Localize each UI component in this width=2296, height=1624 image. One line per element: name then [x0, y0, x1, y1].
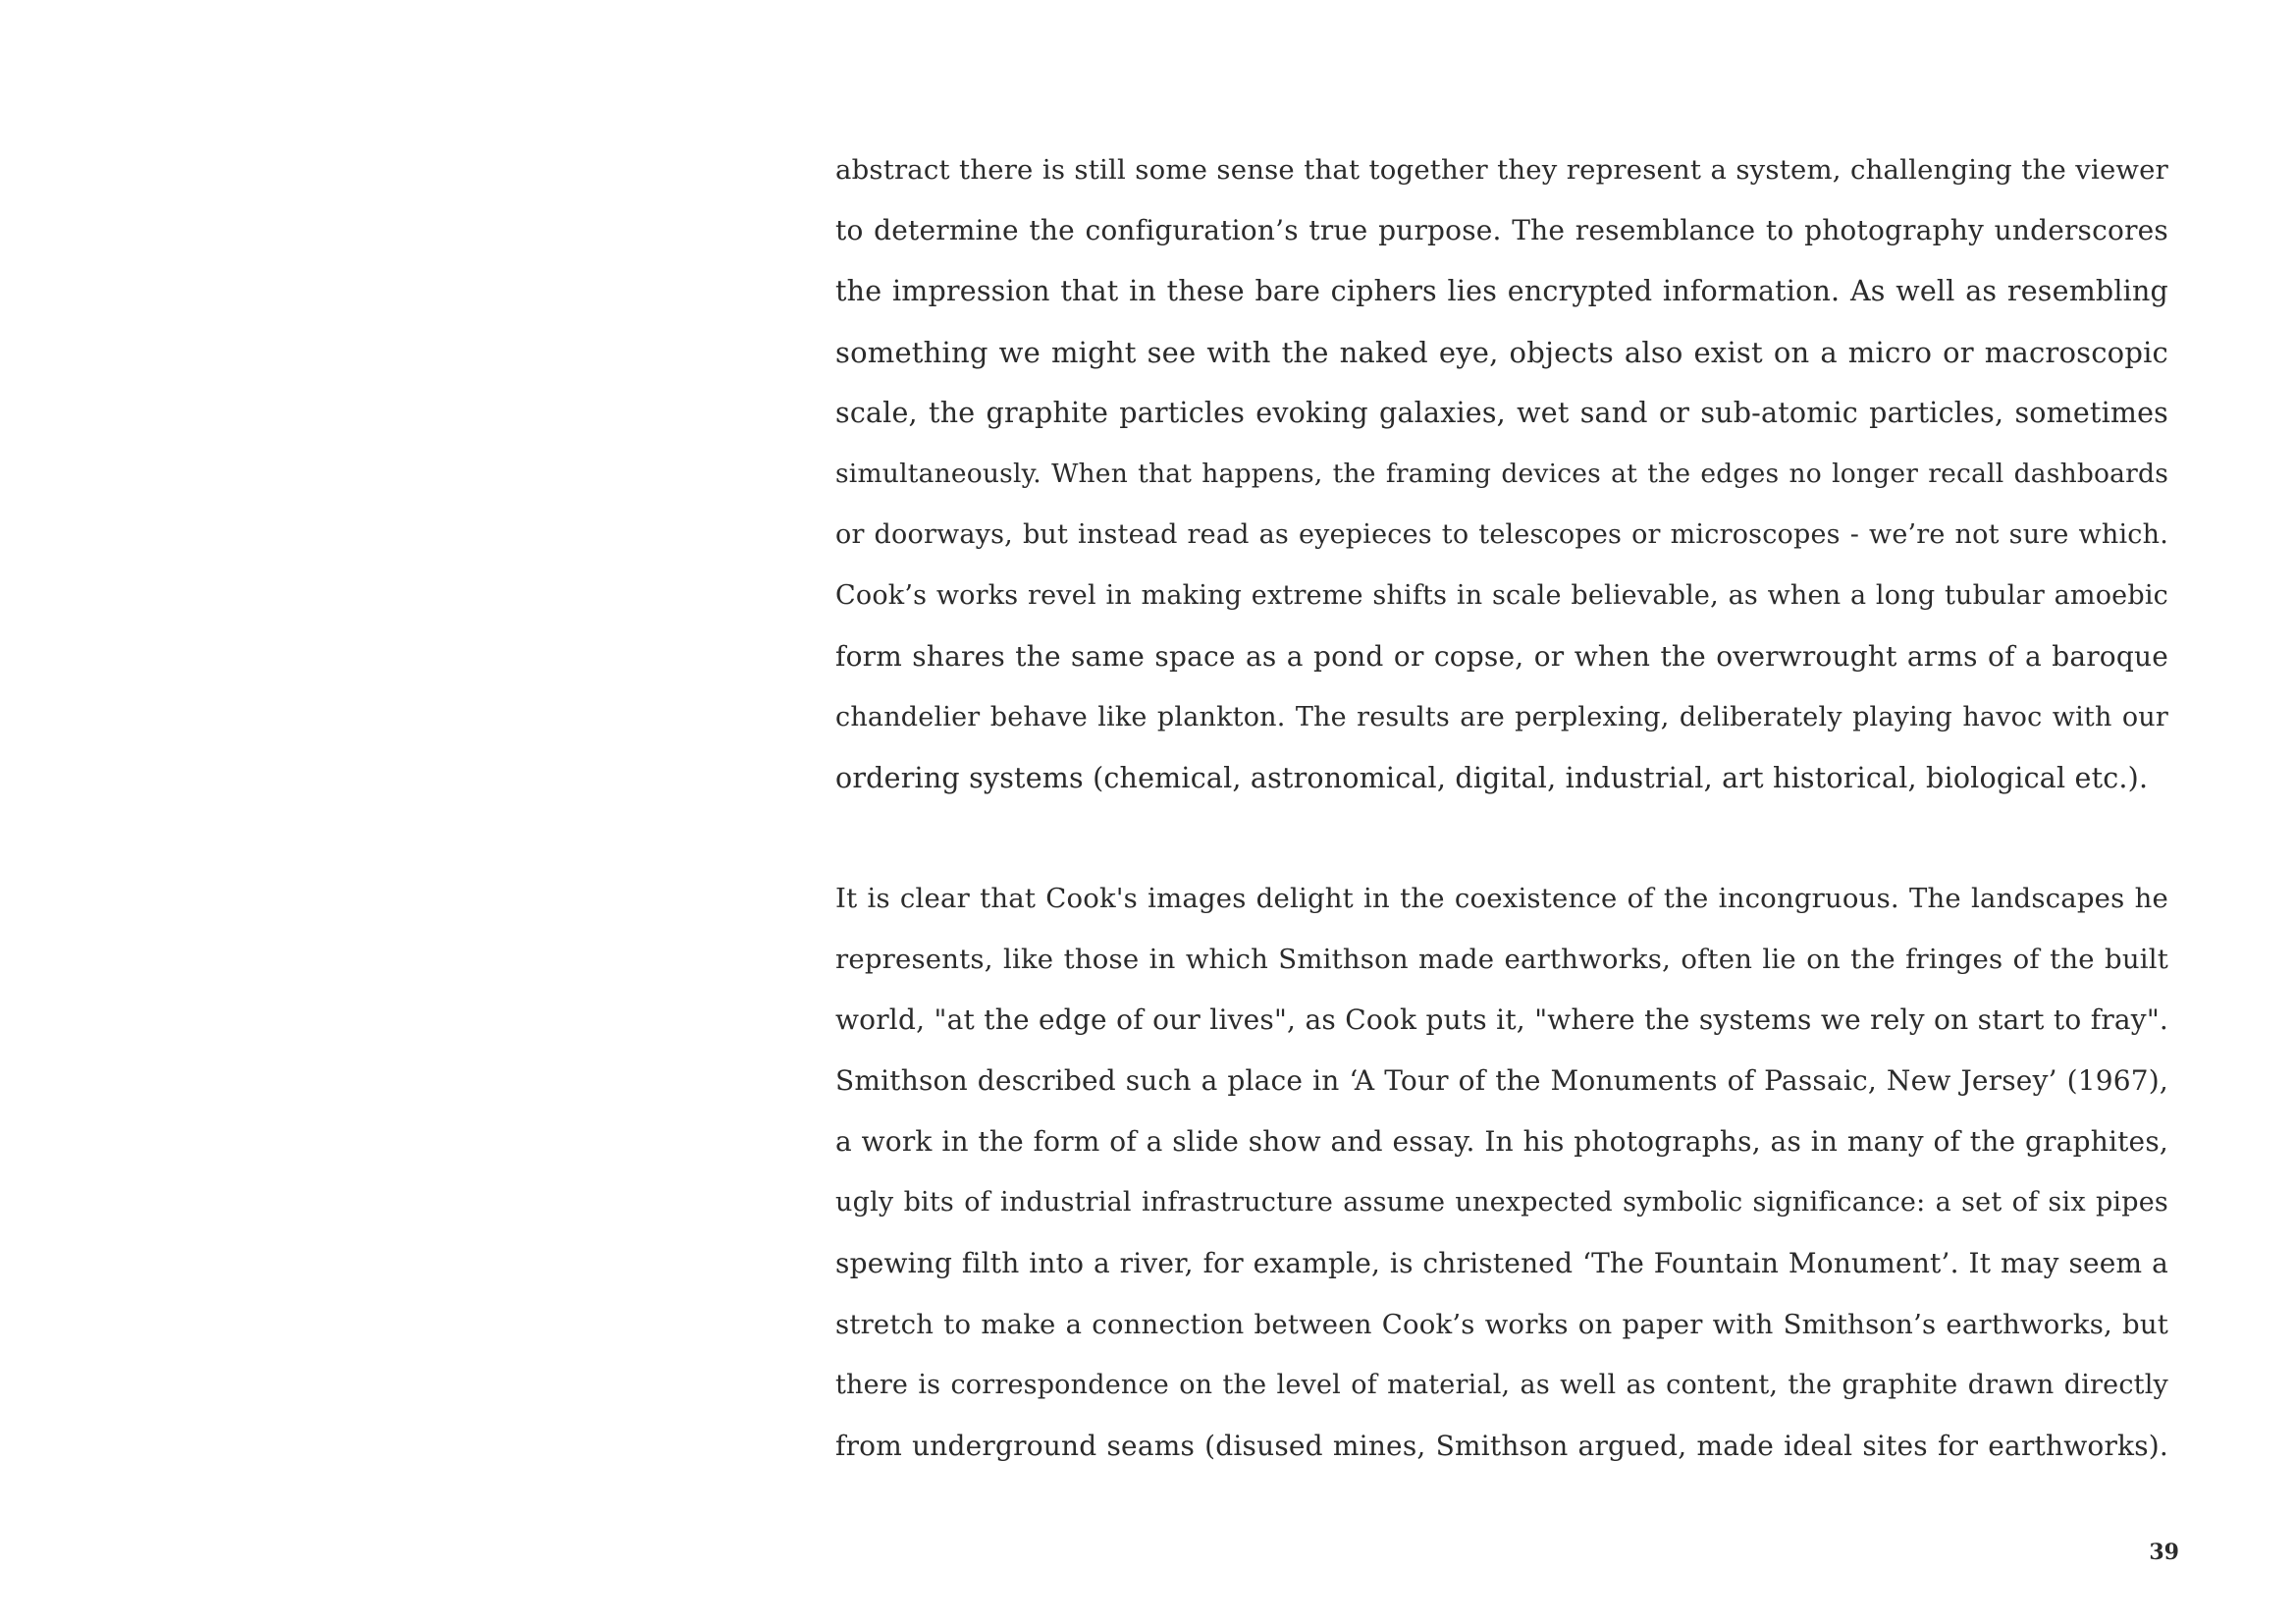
text-line: or doorways, but instead read as eyepieces to telescopes or microscopes - we’re not sure which.	[835, 519, 2168, 550]
text-line: spewing filth into a river, for example, is christened ‘The Fountain Monument’. It may seem a	[835, 1247, 2168, 1279]
text-line: from underground seams (disused mines, Smithson argued, made ideal sites for earthworks).	[835, 1430, 2168, 1462]
text-line: scale, the graphite particles evoking galaxies, wet sand or sub-atomic particles, sometimes	[835, 397, 2168, 429]
paragraph-2	[835, 868, 2168, 1477]
text-line: there is correspondence on the level of material, as well as content, the graphite drawn directly	[835, 1370, 2168, 1400]
page-number: 39	[2149, 1540, 2179, 1565]
text-line: ordering systems (chemical, astronomical, digital, industrial, art historical, biological etc.).	[835, 762, 2149, 794]
text-line: form shares the same space as a pond or copse, or when the overwrought arms of a baroque	[835, 640, 2168, 673]
text-line: chandelier behave like plankton. The results are perplexing, deliberately playing havoc with our	[835, 702, 2168, 732]
text-line: a work in the form of a slide show and essay. In his photographs, as in many of the graphites,	[835, 1125, 2168, 1158]
text-line: Cook’s works revel in making extreme shifts in scale believable, as when a long tubular amoebic	[835, 580, 2168, 611]
text-line: Smithson described such a place in ‘A Tour of the Monuments of Passaic, New Jersey’ (1967),	[835, 1064, 2168, 1097]
text-line: simultaneously. When that happens, the framing devices at the edges no longer recall dashboards	[835, 459, 2168, 489]
text-line: to determine the configuration’s true purpose. The resemblance to photography underscores	[835, 214, 2168, 246]
text-line: represents, like those in which Smithson made earthworks, often lie on the fringes of the built	[835, 944, 2168, 975]
text-line: world, "at the edge of our lives", as Cook puts it, "where the systems we rely on start to fray".	[835, 1003, 2168, 1036]
text-line: abstract there is still some sense that together they represent a system, challenging the viewer	[835, 154, 2168, 186]
text-line: ugly bits of industrial infrastructure assume unexpected symbolic significance: a set of six pipes	[835, 1187, 2168, 1218]
text-line: the impression that in these bare ciphers lies encrypted information. As well as resembling	[835, 275, 2168, 307]
text-line: something we might see with the naked eye, objects also exist on a micro or macroscopic	[835, 336, 2168, 369]
text-line: stretch to make a connection between Cook’s works on paper with Smithson’s earthworks, but	[835, 1309, 2168, 1340]
paragraph-1	[835, 139, 2168, 809]
text-line: It is clear that Cook's images delight in the coexistence of the incongruous. The landscapes he	[835, 883, 2168, 914]
